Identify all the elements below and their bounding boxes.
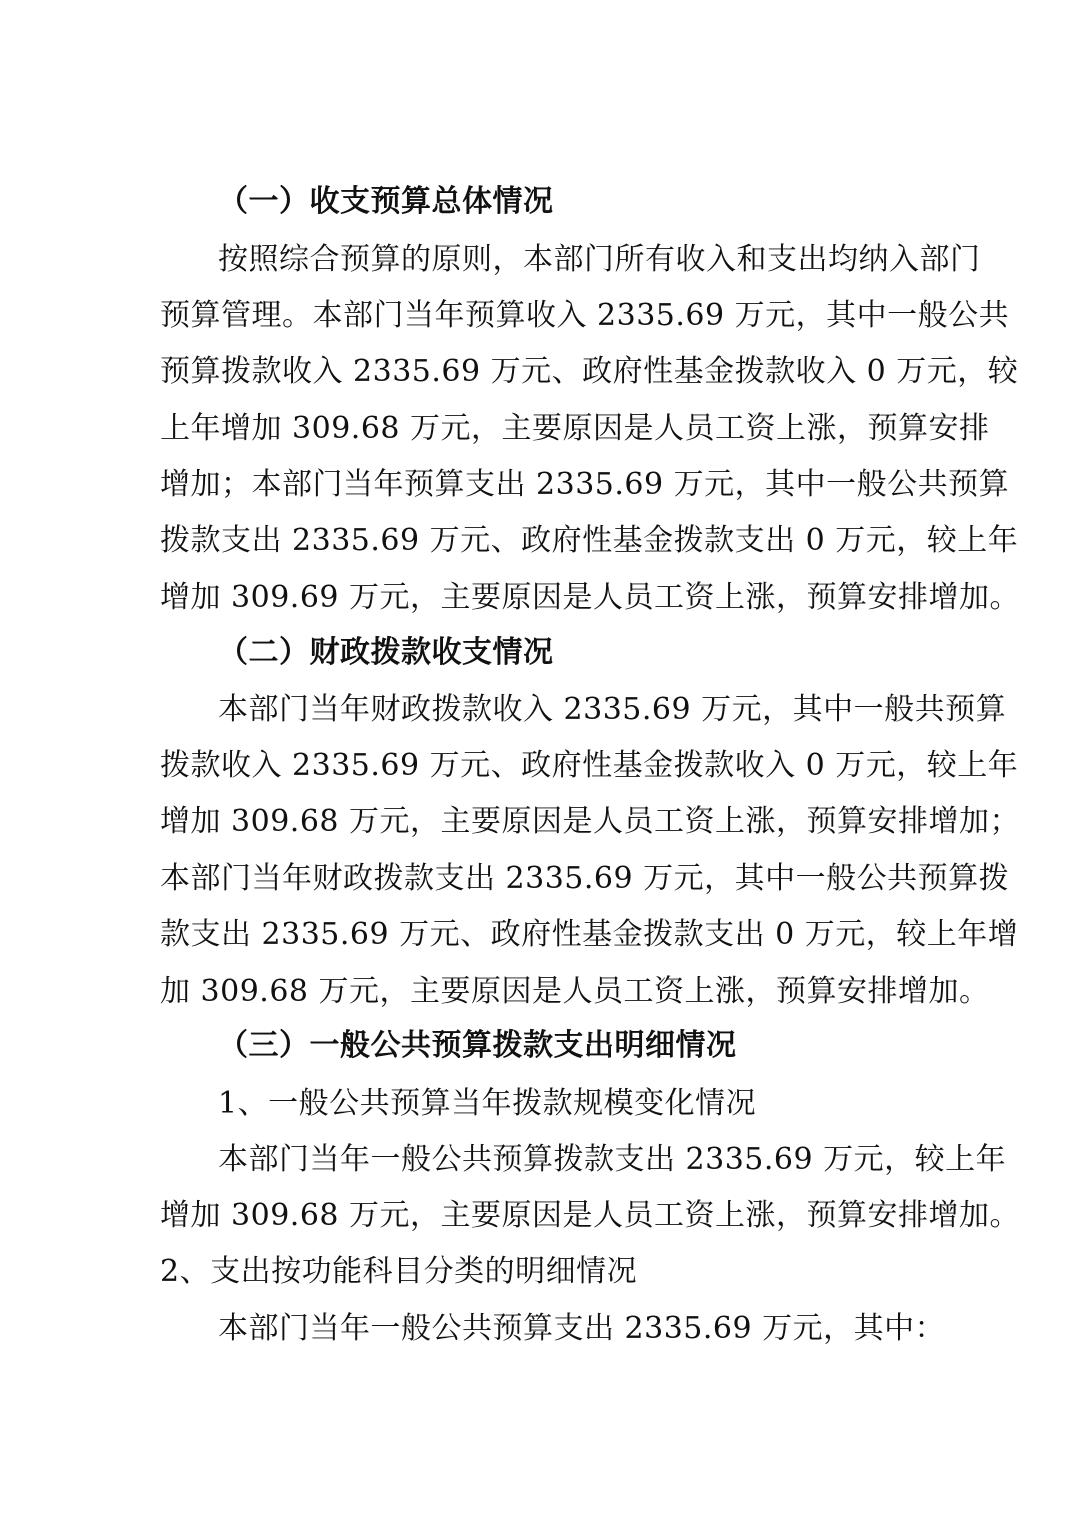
paragraph-line: 增加 309.68 万元，主要原因是人员工资上涨，预算安排增加； (160, 804, 1021, 839)
section-heading-1: （一）收支预算总体情况 (218, 184, 554, 219)
subheading-1: 1、一般公共预算当年拨款规模变化情况 (218, 1086, 757, 1121)
paragraph-line: 上年增加 309.68 万元，主要原因是人员工资上涨，预算安排 (160, 411, 990, 446)
section-heading-3: （三）一般公共预算拨款支出明细情况 (218, 1028, 737, 1063)
paragraph-line: 拨款支出 2335.69 万元、政府性基金拨款支出 0 万元，较上年 (160, 523, 1019, 558)
subheading-2: 2、支出按功能科目分类的明细情况 (160, 1254, 638, 1289)
paragraph-line: 本部门当年一般公共预算支出 2335.69 万元，其中： (218, 1311, 946, 1346)
section-heading-2: （二）财政拨款收支情况 (218, 635, 554, 670)
paragraph-line: 本部门当年财政拨款收入 2335.69 万元，其中一般共预算 (218, 692, 1007, 727)
paragraph-line: 按照综合预算的原则，本部门所有收入和支出均纳入部门 (218, 242, 981, 277)
paragraph-line: 增加 309.69 万元，主要原因是人员工资上涨，预算安排增加。 (160, 580, 1021, 615)
paragraph-line: 预算拨款收入 2335.69 万元、政府性基金拨款收入 0 万元，较 (160, 354, 1019, 389)
paragraph-line: 加 309.68 万元，主要原因是人员工资上涨，预算安排增加。 (160, 974, 990, 1009)
paragraph-line: 本部门当年财政拨款支出 2335.69 万元，其中一般公共预算拨 (160, 861, 1010, 896)
paragraph-line: 本部门当年一般公共预算拨款支出 2335.69 万元，较上年 (218, 1142, 1007, 1177)
paragraph-line: 拨款收入 2335.69 万元、政府性基金拨款收入 0 万元，较上年 (160, 748, 1019, 783)
paragraph-line: 增加 309.68 万元，主要原因是人员工资上涨，预算安排增加。 (160, 1198, 1021, 1233)
paragraph-line: 款支出 2335.69 万元、政府性基金拨款支出 0 万元，较上年增 (160, 917, 1019, 952)
paragraph-line: 预算管理。本部门当年预算收入 2335.69 万元，其中一般公共 (160, 298, 1010, 333)
paragraph-line: 增加；本部门当年预算支出 2335.69 万元，其中一般公共预算 (160, 467, 1010, 502)
